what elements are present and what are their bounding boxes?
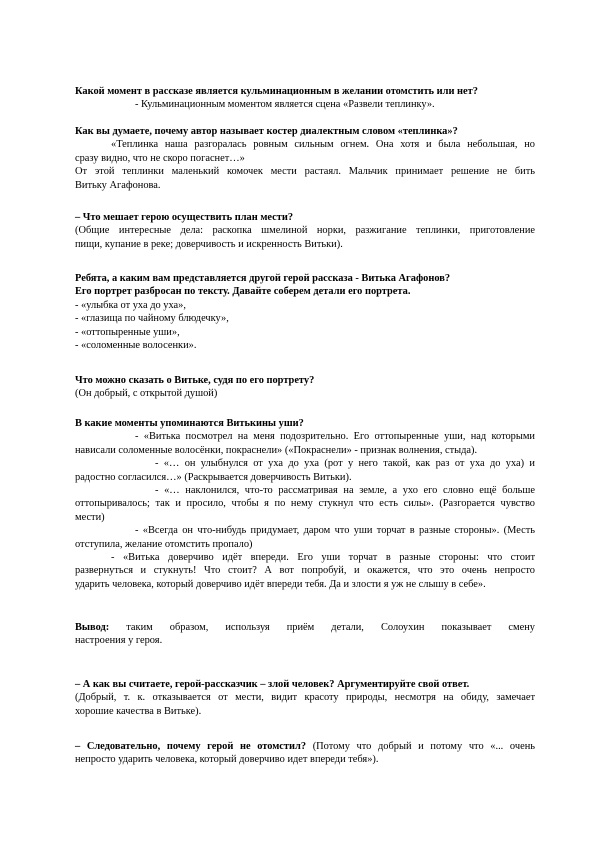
answer-obstacle-line1: (Общие интересные дела: раскопка шмелиной норки, разжигание теплинки, приготовление: [75, 225, 535, 237]
section-portrait: [75, 272, 535, 352]
answer-obstacle-line2: пищи, купание в реке; доверчивость и искренность Витьки).: [75, 238, 343, 250]
quote-teplinka-line1: «Теплинка наша разгоралась ровным сильным огнем. Она хотя и была небольшая, но: [111, 139, 535, 151]
section-conclusion: [75, 621, 535, 648]
portrait-item: - «глазища по чайному блюдечку»,: [75, 313, 229, 325]
quote-ears-4-line2: отступила, желание отомстить пропало): [75, 538, 253, 550]
quote-ears-5-line2: развернуться и стукнуть! Что стоит? А вот попробуй, и окажется, что это очень непросто: [75, 565, 535, 577]
why-line1: [75, 740, 535, 753]
section-ears: [75, 417, 535, 591]
question-obstacle: – Что мешает герою осуществить план мести?: [75, 212, 294, 223]
text-teplinka-line1: От этой теплинки маленький комочек мести растаял. Мальчик принимает решение не бить: [75, 166, 535, 178]
question-character: Что можно сказать о Витьке, судя по его портрету?: [75, 375, 315, 386]
section-narrator: [75, 678, 535, 718]
conclusion-line2: настроения у героя.: [75, 635, 163, 647]
conclusion-label: Вывод:: [75, 622, 110, 633]
section-climax: [75, 85, 535, 112]
answer-why-line2: непросто ударить человека, который доверчиво идет впереди тебя»).: [75, 754, 379, 766]
question-teplinka: Как вы думаете, почему автор называет костер диалектным словом «теплинка»?: [75, 126, 458, 137]
section-obstacle: [75, 211, 535, 251]
answer-climax: - Кульминационным моментом является сцена «Развели теплинку».: [135, 99, 435, 111]
quote-ears-1-line2: нависали соломенные волосёнки, покраснели» («Покраснели» - признак волнения, стыда).: [75, 444, 478, 456]
question-climax: Какой момент в рассказе является кульминационным в желании отомстить или нет?: [75, 86, 478, 97]
answer-character: (Он добрый, с открытой душой): [75, 388, 218, 400]
portrait-item: - «соломенные волосенки».: [75, 340, 197, 352]
portrait-item: - «оттопыренные уши»,: [75, 326, 180, 338]
conclusion-text: таким образом, используя приём детали, Солоухин показывает смену: [109, 622, 535, 633]
question-portrait: Ребята, а каким вам представляется другой герой рассказа - Витька Агафонов?: [75, 273, 451, 284]
quote-ears-3-line2: оттопыривалось; так и просило, чтобы я по нему стукнул что есть силы». (Разгорается чувство: [75, 498, 535, 510]
text-teplinka-line2: Витьку Агафонова.: [75, 179, 161, 191]
question-why: – Следовательно, почему герой не отомстил?: [75, 741, 307, 752]
section-character: [75, 374, 535, 401]
question-ears: В какие моменты упоминаются Витькины уши?: [75, 418, 304, 429]
quote-ears-5-line3: ударить человека, который доверчиво идёт впереди тебя. Да и злости я уж не слышу в себе».: [75, 578, 486, 590]
section-teplinka: [75, 125, 535, 192]
answer-narrator-line2: хорошие качества в Витьке).: [75, 705, 202, 717]
quote-ears-4-line1: - «Всегда он что-нибудь придумает, даром что уши торчат в разные стороны». (Месть: [135, 525, 535, 537]
quote-ears-5-line1: - «Витька доверчиво идёт впереди. Его уши торчат в разные стороны: что стоит: [111, 552, 535, 564]
answer-why-start: (Потому что добрый и потому что «... очень: [306, 741, 535, 752]
section-why-no-revenge: [75, 740, 535, 767]
quote-ears-2-line2: радостно согласился…» (Раскрывается доверчивость Витьки).: [75, 471, 352, 483]
instruction-portrait: Его портрет разбросан по тексту. Давайте соберем детали его портрета.: [75, 286, 411, 298]
quote-ears-1-line1: - «Витька посмотрел на меня подозрительно. Его оттопыренные уши, над которыми: [135, 431, 535, 443]
quote-ears-3-line3: мести): [75, 511, 105, 523]
answer-narrator-line1: (Добрый, т. к. отказывается от мести, видит красоту природы, несмотря на обиду, замечает: [75, 692, 535, 704]
conclusion-line1: [75, 621, 535, 634]
quote-teplinka-line2: сразу видно, что не скоро погаснет…»: [75, 152, 245, 164]
question-narrator: – А как вы считаете, герой-рассказчик – злой человек? Аргументируйте свой ответ.: [75, 679, 470, 690]
portrait-item: - «улыбка от уха до уха»,: [75, 299, 186, 311]
quote-ears-3-line1: - «… наклонился, что-то рассматривая на земле, а ухо его словно ещё больше: [155, 485, 535, 497]
quote-ears-2-line1: - «… он улыбнулся от уха до уха (рот у него такой, как раз от уха до уха) и: [155, 458, 535, 470]
